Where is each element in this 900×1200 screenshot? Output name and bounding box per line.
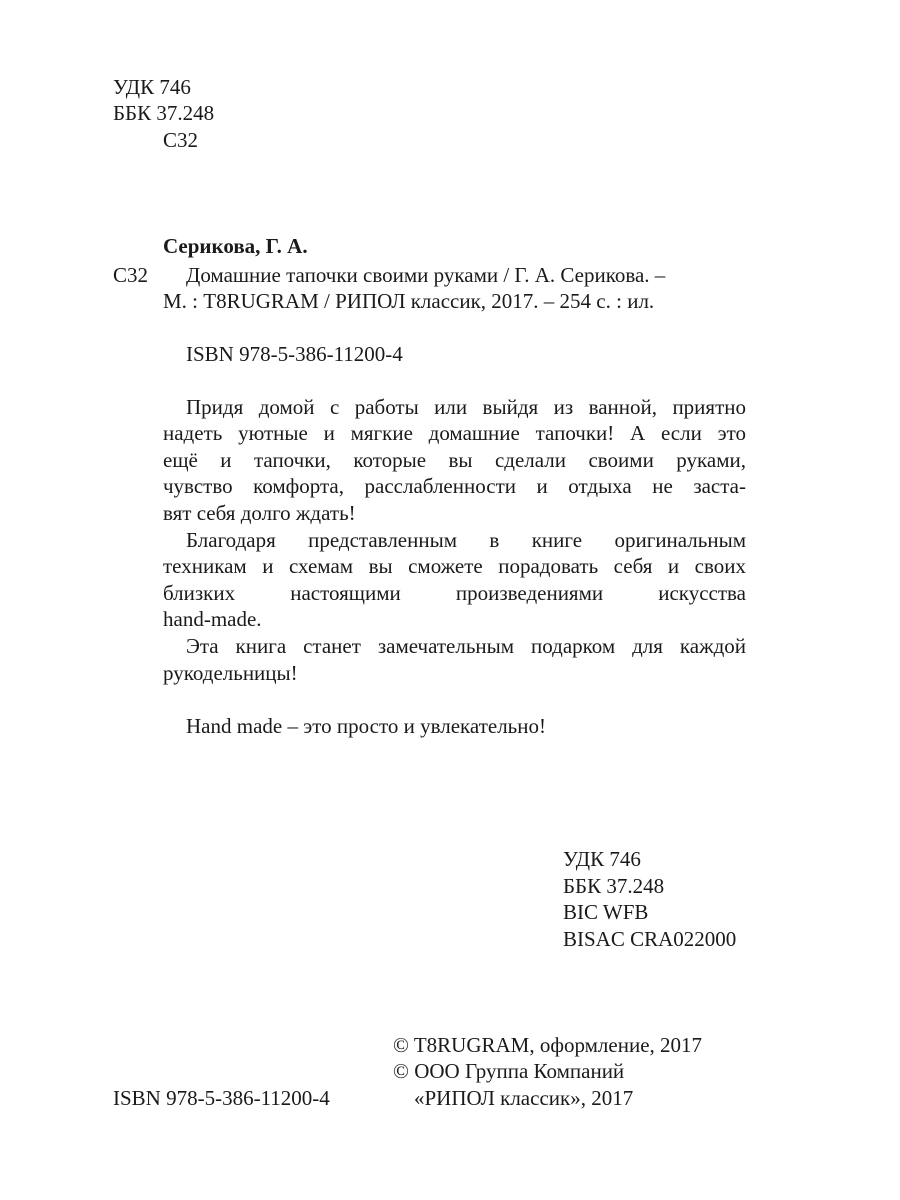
udk-code: УДК 746 bbox=[563, 847, 641, 871]
annotation-line: Придя домой с работы или выйдя из ванной, приятно bbox=[186, 395, 746, 419]
isbn-footer: ISBN 978-5-386-11200-4 bbox=[113, 1086, 330, 1110]
isbn-entry: ISBN 978-5-386-11200-4 bbox=[186, 342, 403, 366]
book-title-line: Домашние тапочки своими руками / Г. А. Серикова. – bbox=[186, 263, 666, 287]
bic-code: BIC WFB bbox=[563, 900, 649, 924]
annotation-line: чувство комфорта, расслабленности и отдыха не заста- bbox=[163, 474, 746, 498]
annotation-line: надеть уютные и мягкие домашние тапочки! А если это bbox=[163, 421, 746, 445]
bbk-code: ББК 37.248 bbox=[563, 874, 665, 898]
annotation-line: ещё и тапочки, которые вы сделали своими руками, bbox=[163, 448, 746, 472]
annotation-line: близких настоящими произведениями искусства bbox=[163, 581, 746, 605]
copyright-company: © ООО Группа Компаний bbox=[393, 1059, 625, 1083]
bbk-code-top: ББК 37.248 bbox=[113, 101, 215, 125]
udk-code-top: УДК 746 bbox=[113, 75, 191, 99]
copyright-design: © T8RUGRAM, оформление, 2017 bbox=[393, 1033, 703, 1057]
copyright-publisher: «РИПОЛ классик», 2017 bbox=[414, 1086, 634, 1110]
annotation-line: рукодельницы! bbox=[163, 661, 298, 685]
annotation-line: hand-made. bbox=[163, 607, 262, 631]
annotation-line: Благодаря представленным в книге оригинальным bbox=[186, 528, 746, 552]
author-name: Серикова, Г. А. bbox=[163, 234, 308, 258]
author-sign: С32 bbox=[113, 263, 149, 287]
annotation-line: Эта книга станет замечательным подарком для каждой bbox=[186, 634, 746, 658]
publisher-line: М. : T8RUGRAM / РИПОЛ классик, 2017. – 254 с. : ил. bbox=[163, 289, 655, 313]
tagline: Hand made – это просто и увлекательно! bbox=[186, 714, 546, 738]
annotation-line: вят себя долго ждать! bbox=[163, 501, 356, 525]
bisac-code: BISAC CRA022000 bbox=[563, 927, 737, 951]
author-sign-top: С32 bbox=[163, 128, 199, 152]
annotation-line: техникам и схемам вы сможете порадовать себя и своих bbox=[163, 554, 746, 578]
